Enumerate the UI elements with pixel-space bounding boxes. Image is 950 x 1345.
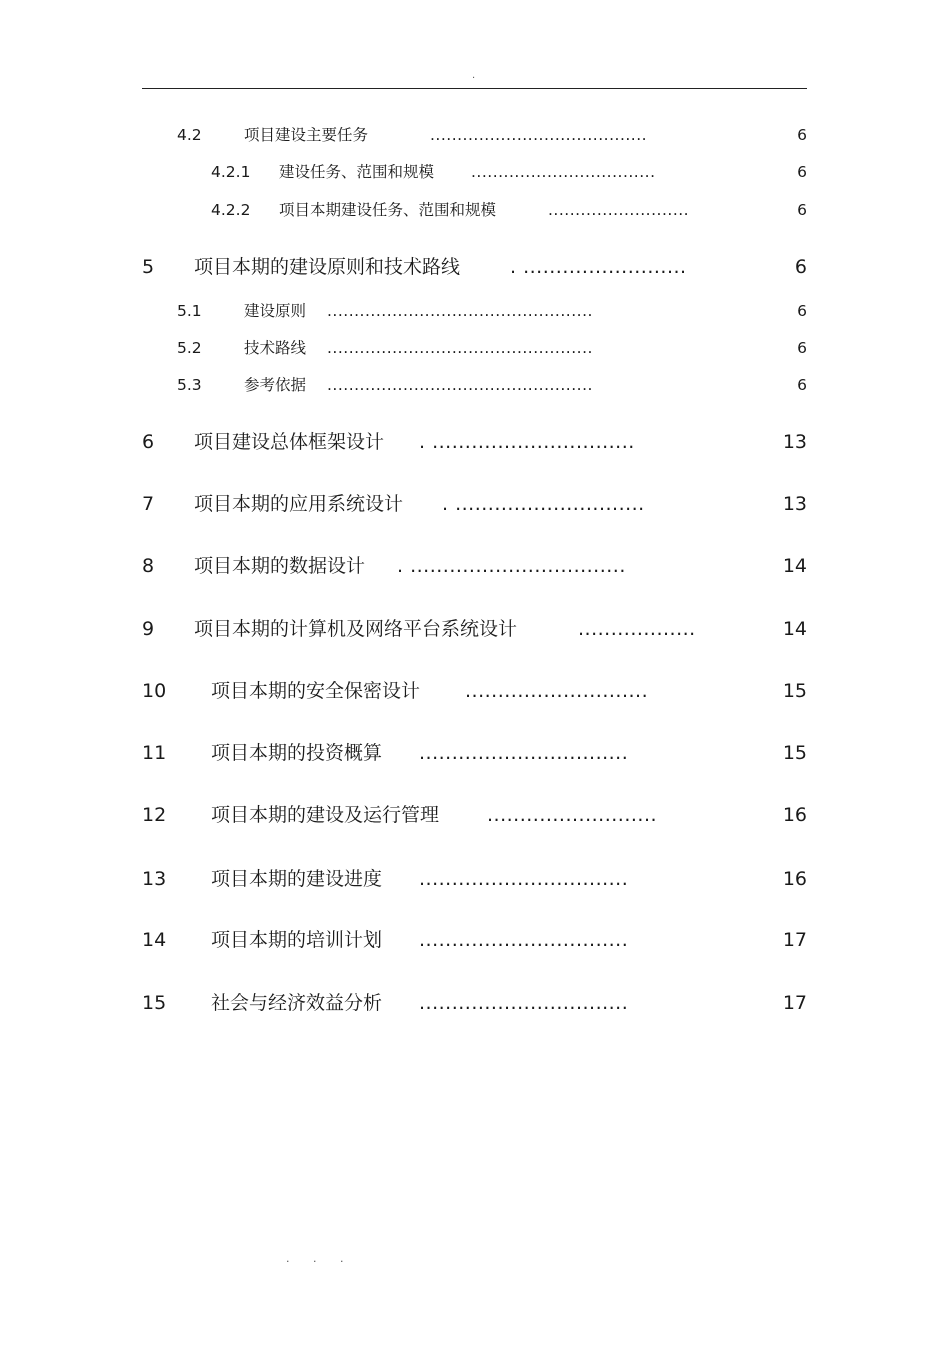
toc-number: 5.2 [177,339,202,357]
toc-page: 14 [782,555,807,577]
toc-title: 项目建设主要任务 [244,126,369,144]
toc-entry-5-3[interactable] [0,370,950,400]
toc-leader: . ............................. [442,493,645,515]
toc-number: 11 [142,742,167,764]
toc-entry-5-1[interactable] [0,296,950,326]
toc-entry-15[interactable] [0,988,950,1018]
toc-page: 13 [782,493,807,515]
toc-number: 5.1 [177,302,202,320]
toc-title: 项目本期的建设原则和技术路线 [194,256,461,278]
toc-page: 6 [797,302,807,320]
toc-title: 项目本期的培训计划 [211,929,383,951]
toc-title: 技术路线 [244,339,307,357]
footer-mark: . . . [286,1252,354,1265]
toc-leader: ........................................ [430,126,648,144]
toc-leader: . ......................... [510,256,687,278]
toc-leader: .......................... [487,804,658,826]
toc-entry-13[interactable] [0,864,950,894]
toc-number: 4.2 [177,126,202,144]
toc-number: 15 [142,992,167,1014]
toc-page: 17 [782,929,807,951]
toc-title: 建设任务、范围和规模 [279,163,435,181]
toc-title: 项目本期的建设及运行管理 [211,804,440,826]
toc-entry-6[interactable] [0,427,950,457]
toc-title: 社会与经济效益分析 [211,992,383,1014]
toc-entry-11[interactable] [0,738,950,768]
toc-title: 项目本期建设任务、范围和规模 [279,201,497,219]
toc-page: 6 [797,376,807,394]
toc-entry-4-2-1[interactable] [0,157,950,187]
toc-page: 14 [782,618,807,640]
toc-title: 项目本期的计算机及网络平台系统设计 [194,618,518,640]
toc-entry-8[interactable] [0,551,950,581]
toc-page: 6 [794,256,807,278]
toc-entry-5-2[interactable] [0,333,950,363]
toc-number: 12 [142,804,167,826]
toc-entry-14[interactable] [0,925,950,955]
toc-page: 6 [797,201,807,219]
toc-entry-4-2[interactable] [0,120,950,150]
toc-leader: ............................ [465,680,649,702]
toc-entry-4-2-2[interactable] [0,195,950,225]
toc-number: 7 [142,493,155,515]
toc-leader: ................................................. [327,376,593,394]
toc-page: 6 [797,339,807,357]
header-mark: . [472,70,476,81]
toc-entry-5[interactable] [0,252,950,282]
toc-page: 6 [797,126,807,144]
toc-page: 16 [782,804,807,826]
toc-leader: ................................................. [327,302,593,320]
toc-leader: ................................ [419,868,629,890]
toc-entry-7[interactable] [0,489,950,519]
toc-leader: ................................ [419,742,629,764]
toc-leader: . ............................... [419,431,635,453]
toc-title: 项目本期的安全保密设计 [211,680,421,702]
toc-title: 项目本期的投资概算 [211,742,383,764]
toc-number: 8 [142,555,155,577]
toc-leader: .................. [578,618,696,640]
toc-leader: .......................... [548,201,690,219]
toc-page: 15 [782,680,807,702]
toc-leader: ................................................. [327,339,593,357]
toc-title: 项目本期的建设进度 [211,868,383,890]
toc-number: 6 [142,431,155,453]
toc-page: 16 [782,868,807,890]
toc-number: 4.2.2 [211,201,251,219]
toc-title: 项目建设总体框架设计 [194,431,385,453]
toc-leader: ................................ [419,992,629,1014]
toc-title: 参考依据 [244,376,307,394]
toc-number: 5.3 [177,376,202,394]
toc-entry-12[interactable] [0,800,950,830]
toc-title: 项目本期的应用系统设计 [194,493,404,515]
toc-number: 9 [142,618,155,640]
toc-entry-10[interactable] [0,676,950,706]
toc-number: 5 [142,256,155,278]
toc-leader: .................................. [471,163,656,181]
toc-page: 13 [782,431,807,453]
toc-number: 10 [142,680,167,702]
toc-number: 4.2.1 [211,163,251,181]
toc-page: 17 [782,992,807,1014]
toc-leader: ................................ [419,929,629,951]
header-rule [142,88,807,89]
toc-number: 13 [142,868,167,890]
toc-number: 14 [142,929,167,951]
toc-page: 15 [782,742,807,764]
toc-page: 6 [797,163,807,181]
toc-entry-9[interactable] [0,614,950,644]
toc-title: 建设原则 [244,302,307,320]
toc-title: 项目本期的数据设计 [194,555,366,577]
toc-leader: . ................................. [397,555,626,577]
